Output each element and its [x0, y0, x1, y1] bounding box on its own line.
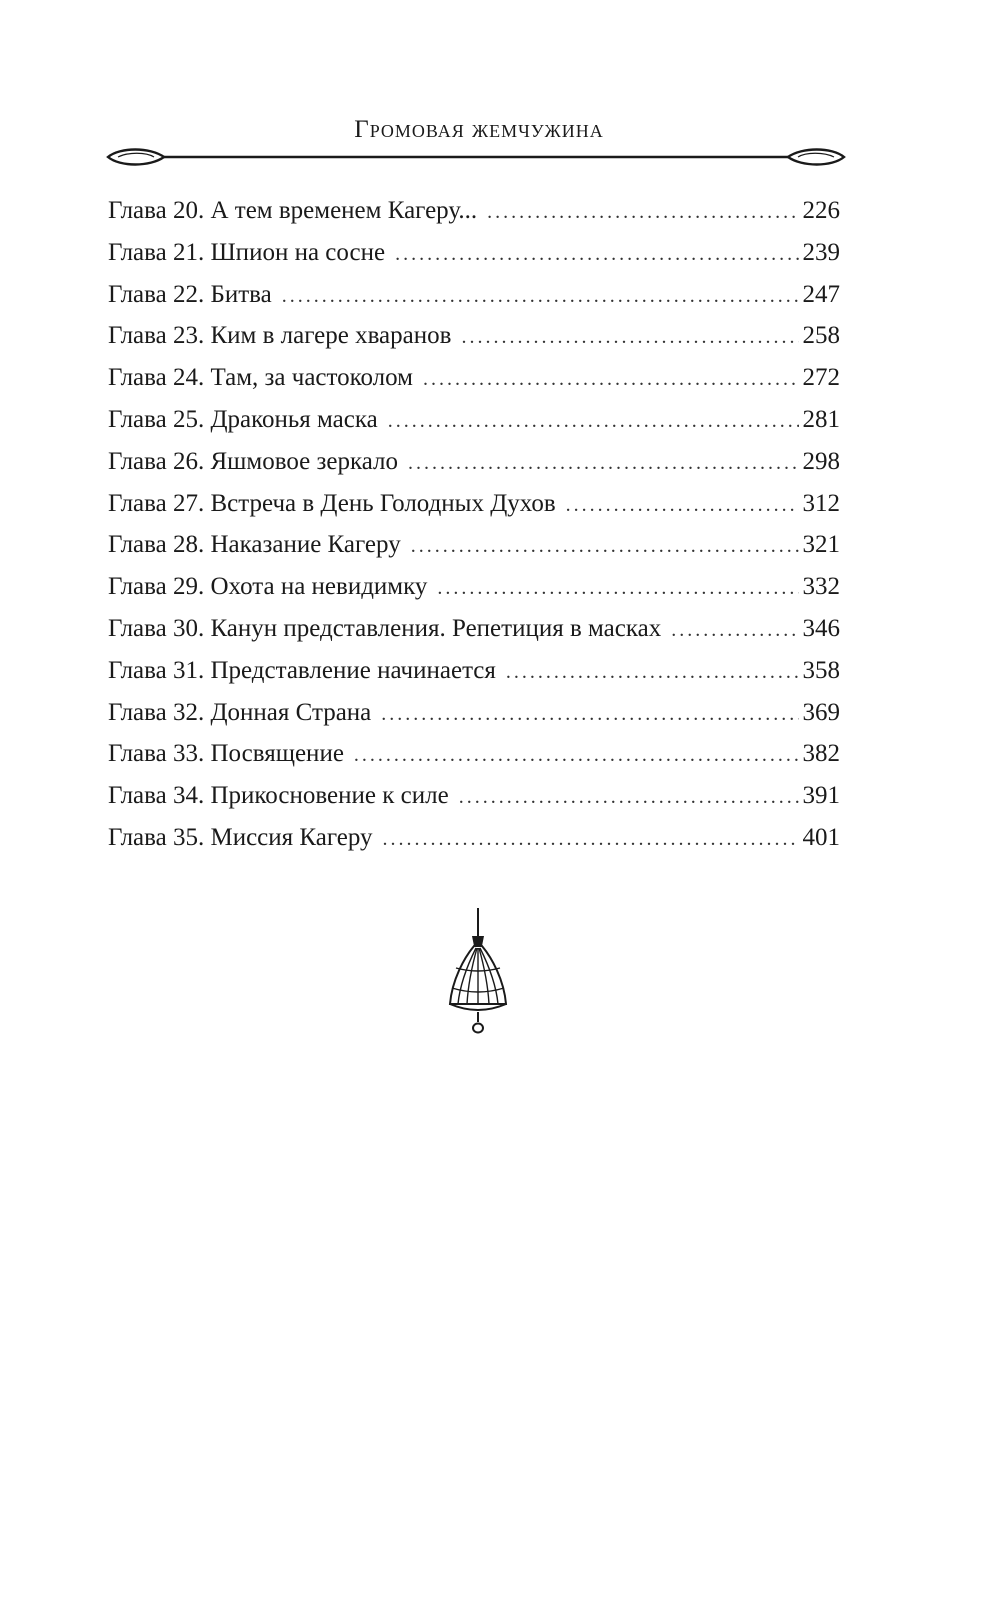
toc-entry-title: Глава 23. Ким в лагере хваранов [108, 322, 452, 350]
toc-entry-page-number: 332 [802, 573, 840, 601]
toc-dot-leader [461, 317, 798, 359]
toc-entry-title: Глава 27. Встреча в День Голодных Духов [108, 489, 556, 517]
toc-dot-leader [566, 485, 799, 527]
toc-entry-page-number: 258 [802, 322, 840, 350]
toc-entry [108, 692, 840, 734]
toc-dot-leader [437, 568, 798, 610]
toc-dot-leader [388, 401, 799, 443]
toc-dot-leader [423, 359, 799, 401]
toc-entry [108, 232, 840, 274]
toc-entry [108, 733, 840, 775]
toc-entry-page-number: 239 [802, 238, 840, 266]
toc-entry-title: Глава 29. Охота на невидимку [108, 573, 428, 601]
toc-entry-page-number: 401 [802, 823, 840, 851]
running-title: Громовая жемчужина [354, 116, 604, 143]
toc-entry-page-number: 272 [802, 364, 840, 392]
toc-entry-title: Глава 21. Шпион на сосне [108, 238, 386, 266]
toc-entry-page-number: 369 [802, 698, 840, 726]
toc-dot-leader [411, 526, 799, 568]
toc-dot-leader [282, 276, 799, 318]
toc-entry-title: Глава 35. Миссия Кагеру [108, 823, 373, 851]
toc-entry [108, 399, 840, 441]
toc-entry-title: Глава 34. Прикосновение к силе [108, 782, 449, 810]
toc-entry [108, 190, 840, 232]
toc-dot-leader [487, 192, 798, 234]
toc-entry-title: Глава 33. Посвящение [108, 740, 344, 768]
toc-entry [108, 441, 840, 483]
toc-entry-page-number: 321 [802, 531, 840, 559]
toc-entry-title: Глава 25. Драконья маска [108, 405, 378, 433]
toc-entry [108, 357, 840, 399]
toc-entry-title: Глава 31. Представление начинается [108, 656, 496, 684]
table-of-contents [108, 190, 840, 859]
tassel-icon [446, 908, 510, 1038]
toc-dot-leader [381, 694, 798, 736]
toc-entry [108, 650, 840, 692]
toc-dot-leader [408, 443, 798, 485]
toc-entry-title: Глава 26. Яшмовое зеркало [108, 447, 399, 475]
toc-entry [108, 524, 840, 566]
toc-entry [108, 775, 840, 817]
toc-dot-leader [459, 777, 799, 819]
toc-entry-page-number: 312 [802, 489, 840, 517]
toc-entry-title: Глава 22. Битва [108, 280, 272, 308]
toc-entry [108, 608, 840, 650]
toc-entry [108, 274, 840, 316]
toc-entry-title: Глава 24. Там, за частоколом [108, 364, 413, 392]
toc-entry-page-number: 358 [802, 656, 840, 684]
toc-dot-leader [354, 735, 799, 777]
ornamental-rule-icon [106, 146, 846, 168]
toc-entry-page-number: 281 [802, 405, 840, 433]
toc-entry [108, 483, 840, 525]
toc-entry-page-number: 382 [802, 740, 840, 768]
toc-entry-title: Глава 28. Наказание Кагеру [108, 531, 401, 559]
toc-entry-page-number: 226 [802, 197, 840, 224]
toc-dot-leader [395, 234, 798, 276]
toc-entry [108, 817, 840, 859]
toc-entry-title: Глава 30. Канун представления. Репетиция в масках [108, 614, 662, 642]
toc-dot-leader [506, 652, 799, 694]
toc-entry [108, 566, 840, 608]
toc-entry-page-number: 391 [802, 782, 840, 810]
toc-dot-leader [671, 610, 798, 652]
toc-entry-title: Глава 20. А тем временем Кагеру... [108, 197, 478, 224]
toc-entry-page-number: 247 [802, 280, 840, 308]
toc-entry-title: Глава 32. Донная Страна [108, 698, 372, 726]
toc-dot-leader [383, 819, 799, 861]
toc-entry-page-number: 346 [802, 614, 840, 642]
toc-entry-page-number: 298 [802, 447, 840, 475]
toc-entry [108, 315, 840, 357]
